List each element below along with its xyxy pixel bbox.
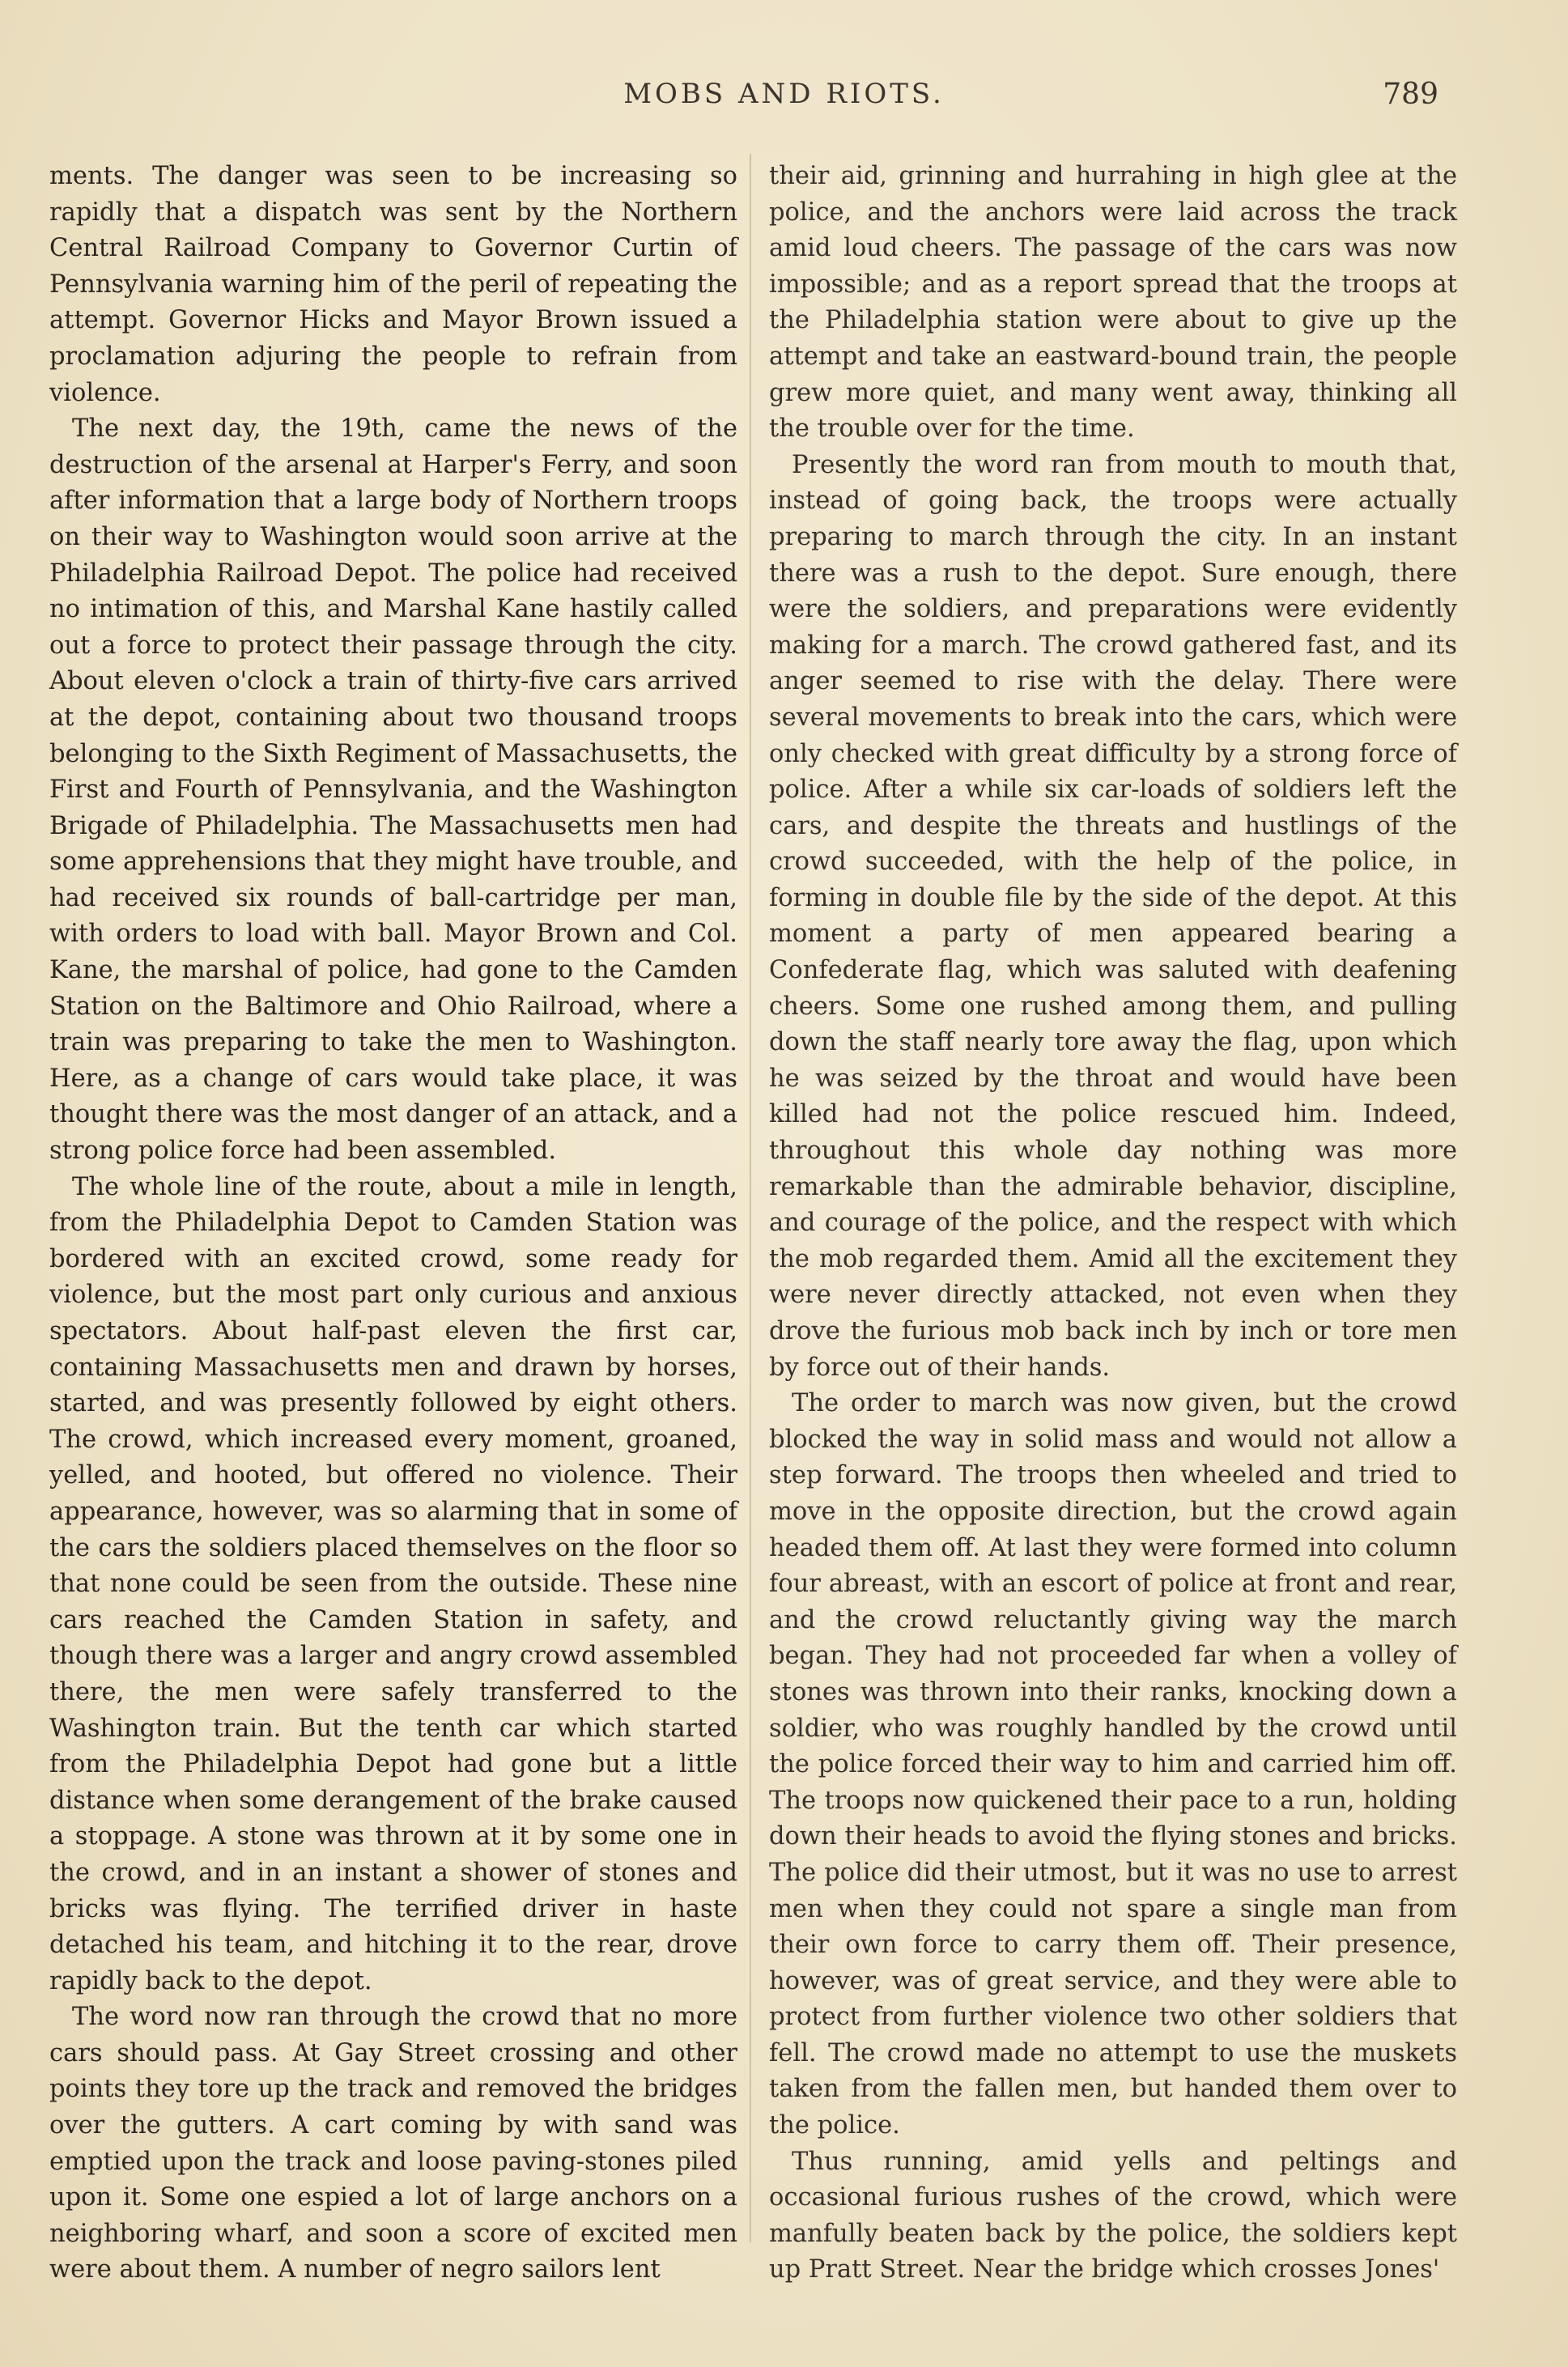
column-divider: [750, 154, 751, 2242]
running-title: MOBS AND RIOTS.: [623, 78, 945, 110]
running-head: [0, 78, 1568, 118]
right-column: [769, 159, 1457, 2288]
paragraph: their aid, grinning and hurrahing in high glee at the police, and the anchors were laid across the track amid loud cheers. The passage of the cars was now impossible; and as a report spread that the troops at the Philadelphia station were about to give up the attempt and take an eastward-bound train, the people grew more quiet, and many went away, thinking all the trouble over for the time.: [769, 162, 1457, 444]
paragraph: The word now ran through the crowd that no more cars should pass. At Gay Street crossing and other points they tore up the track and removed the bridges over the gutters. A cart coming by with sand was emptied upon the track and loose paving-stones piled upon it. Some one espied a lot of large anchors on a neighboring wharf, and soon a score of excited men were about them. A number of negro sailors lent: [49, 2003, 737, 2284]
paragraph: The next day, the 19th, came the news of the destruction of the arsenal at Harper's Ferry, and soon after information that a large body of Northern troops on their way to Washington would soon arrive at the Philadelphia Railroad Depot. The police had received no intimation of this, and Marshal Kane hastily called out a force to protect their passage through the city. About eleven o'clock a train of thirty-five cars arrived at the depot, containing about two thousand troops belonging to the Sixth Regiment of Massachusetts, the First and Fourth of Pennsylvania, and the Washington Brigade of Philadelphia. The Massachusetts men had some apprehensions that they might have trouble, and had received six rounds of ball-cartridge per man, with orders to load with ball. Mayor Brown and Col. Kane, the marshal of police, had gone to the Camden Station on the Baltimore and Ohio Railroad, where a train was preparing to take the men to Washington. Here, as a change of cars would take place, it was thought there was the most danger of an attack, and a strong police force had been assembled.: [49, 414, 737, 1166]
paragraph: The whole line of the route, about a mile in length, from the Philadelphia Depot to Camden Station was bordered with an excited crowd, some ready for violence, but the most part only curious and anxious spectators. About half-past eleven the first car, containing Massachusetts men and drawn by horses, started, and was presently followed by eight others. The crowd, which increased every moment, groaned, yelled, and hooted, but offered no violence. Their appearance, however, was so alarming that in some of the cars the soldiers placed themselves on the floor so that none could be seen from the outside. These nine cars reached the Camden Station in safety, and though there was a larger and angry crowd assembled there, the men were safely transferred to the Washington train. But the tenth car which started from the Philadelphia Depot had gone but a little distance when some derangement of the brake caused a stoppage. A stone was thrown at it by some one in the crowd, and in an instant a shower of stones and bricks was flying. The terrified driver in haste detached his team, and hitching it to the rear, drove rapidly back to the depot.: [49, 1172, 737, 1995]
paragraph: The order to march was now given, but the crowd blocked the way in solid mass and would not allow a step forward. The troops then wheeled and tried to move in the opposite direction, but the crowd again headed them off. At last they were formed into column four abreast, with an escort of police at front and rear, and the crowd reluctantly giving way the march began. They had not proceeded far when a volley of stones was thrown into their ranks, knocking down a soldier, who was roughly handled by the crowd until the police forced their way to him and carried him off. The troops now quickened their pace to a run, holding down their heads to avoid the flying stones and bricks. The police did their utmost, but it was no use to arrest men when they could not spare a single man from their own force to carry them off. Their presence, however, was of great service, and they were able to protect from further violence two other soldiers that fell. The crowd made no attempt to use the muskets taken from the fallen men, but handed them over to the police.: [769, 1389, 1457, 2140]
paragraph: ments. The danger was seen to be increasing so rapidly that a dispatch was sent by the Northern Central Railroad Company to Governor Curtin of Pennsylvania warning him of the peril of repeating the attempt. Governor Hicks and Mayor Brown issued a proclamation adjuring the people to refrain from violence.: [49, 162, 737, 407]
paragraph: Thus running, amid yells and peltings and occasional furious rushes of the crowd, which were manfully beaten back by the police, the soldiers kept up Pratt Street. Near the bridge which crosses Jones': [769, 2147, 1457, 2284]
left-column: [49, 159, 737, 2288]
paragraph: Presently the word ran from mouth to mouth that, instead of going back, the troops were actually preparing to march through the city. In an instant there was a rush to the depot. Sure enough, there were the soldiers, and preparations were evidently making for a march. The crowd gathered fast, and its anger seemed to rise with the delay. There were several movements to break into the cars, which were only checked with great difficulty by a strong force of police. After a while six car-loads of soldiers left the cars, and despite the threats and hustlings of the crowd succeeded, with the help of the police, in forming in double file by the side of the depot. At this moment a party of men appeared bearing a Confederate flag, which was saluted with deafening cheers. Some one rushed among them, and pulling down the staff nearly tore away the flag, upon which he was seized by the throat and would have been killed had not the police rescued him. Indeed, throughout this whole day nothing was more remarkable than the admirable behavior, discipline, and courage of the police, and the respect with which the mob regarded them. Amid all the excitement they were never directly attacked, not even when they drove the furious mob back inch by inch or tore men by force out of their hands.: [769, 450, 1457, 1382]
page-number: 789: [1383, 78, 1438, 111]
